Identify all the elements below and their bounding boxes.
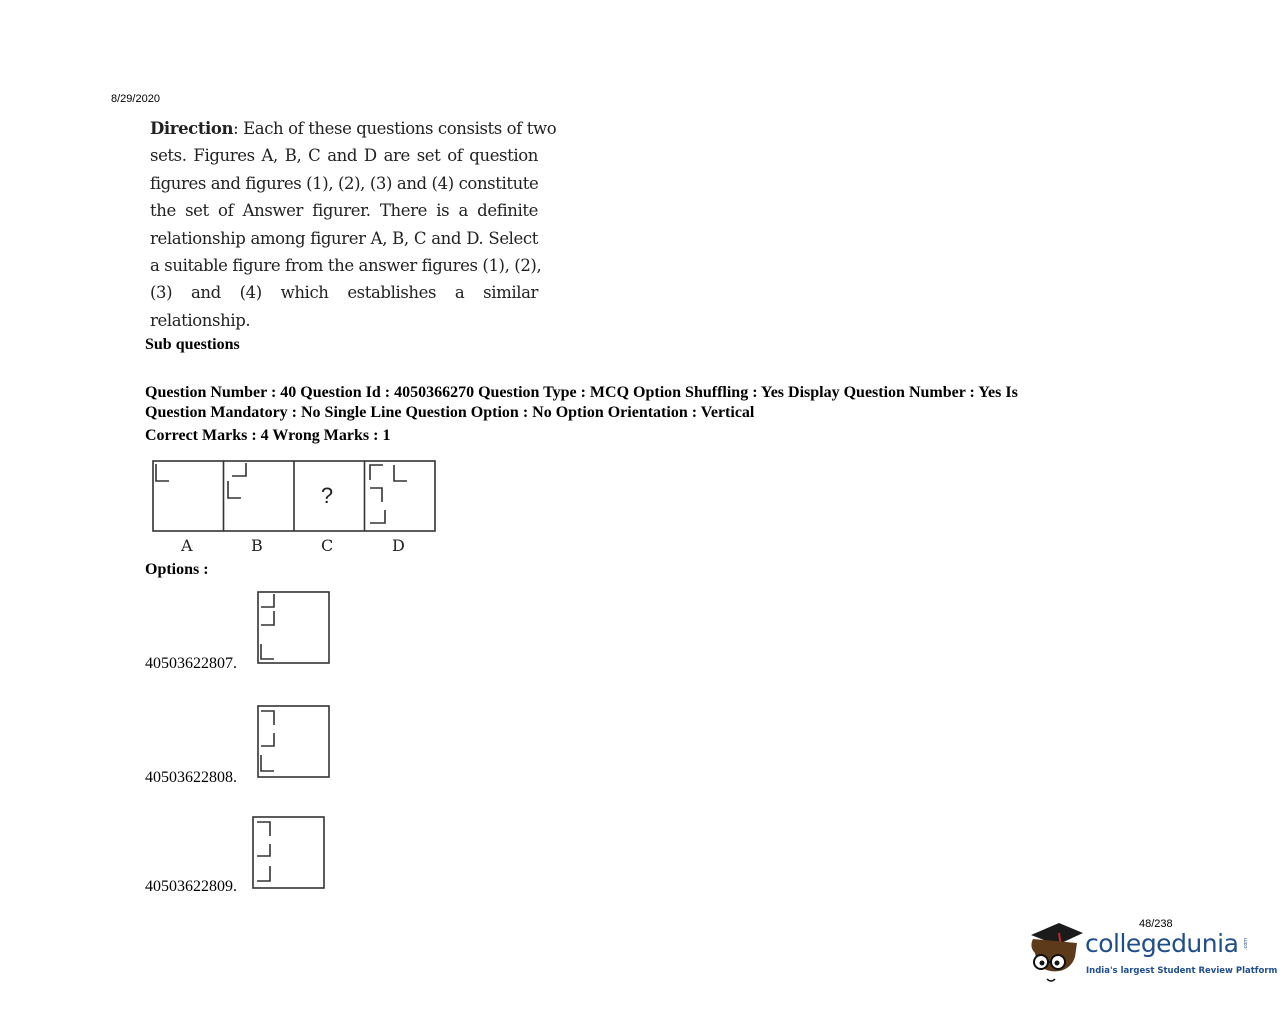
direction-line-3: figures and figures (1), (2), (3) and (4) constitute [150,173,539,193]
option-2-id[interactable]: 40503622808. [145,769,237,786]
direction-line-1: Direction: Each of these questions consists of two [150,119,557,138]
sub-questions-heading: Sub questions [145,336,240,353]
option-1-figure[interactable] [257,591,331,665]
question-figure-series [152,460,438,534]
missing-figure-mark: ? [320,483,334,508]
option-3-id[interactable]: 40503622809. [145,878,237,895]
brand-name: collegedunia [1085,929,1239,958]
direction-line-4: the set of Answer figurer. There is a definite [150,201,538,221]
figure-d-shape-3 [370,488,382,502]
figure-d-shape-4 [370,510,385,523]
print-date: 8/29/2020 [111,93,160,105]
direction-label: Direction [150,119,234,138]
option-1-id[interactable]: 40503622807. [145,655,237,672]
option-3-figure[interactable] [252,816,326,890]
brand-tld: .com [1243,937,1250,951]
page-number: 48/238 [1139,918,1173,930]
figure-b-shape-1 [232,463,246,476]
figure-b-shape-2 [228,481,241,498]
collegedunia-mascot-icon [1025,917,1087,989]
option-2-figure[interactable] [257,705,331,779]
figure-a-shape [156,464,169,481]
question-meta-line-1: Question Number : 40 Question Id : 4050366270 Question Type : MCQ Option Shuffling : Yes Display Question Number : Yes Is [145,384,1018,401]
direction-line-6: a suitable figure from the answer figures (1), (2), [150,256,542,276]
figure-d-shape-1 [370,465,383,480]
question-meta-line-2: Question Mandatory : No Single Line Question Option : No Option Orientation : Vertical [145,404,755,421]
direction-line-8: relationship. [150,310,251,330]
figure-label-b: B [251,536,263,555]
brand-tagline: India's largest Student Review Platform [1086,966,1278,976]
figure-label-c: C [321,536,334,555]
question-meta [145,383,1145,423]
direction-line-5: relationship among figurer A, B, C and D. Select [150,228,538,248]
figure-label-d: D [392,536,405,555]
direction-line-2: sets. Figures A, B, C and D are set of question [150,146,538,166]
direction-text [150,115,557,334]
figure-label-a: A [181,536,193,555]
question-marks: Correct Marks : 4 Wrong Marks : 1 [145,427,391,444]
options-heading: Options : [145,561,209,578]
direction-line-7: (3) and (4) which establishes a similar [150,283,538,303]
figure-d-shape-2 [394,465,407,481]
